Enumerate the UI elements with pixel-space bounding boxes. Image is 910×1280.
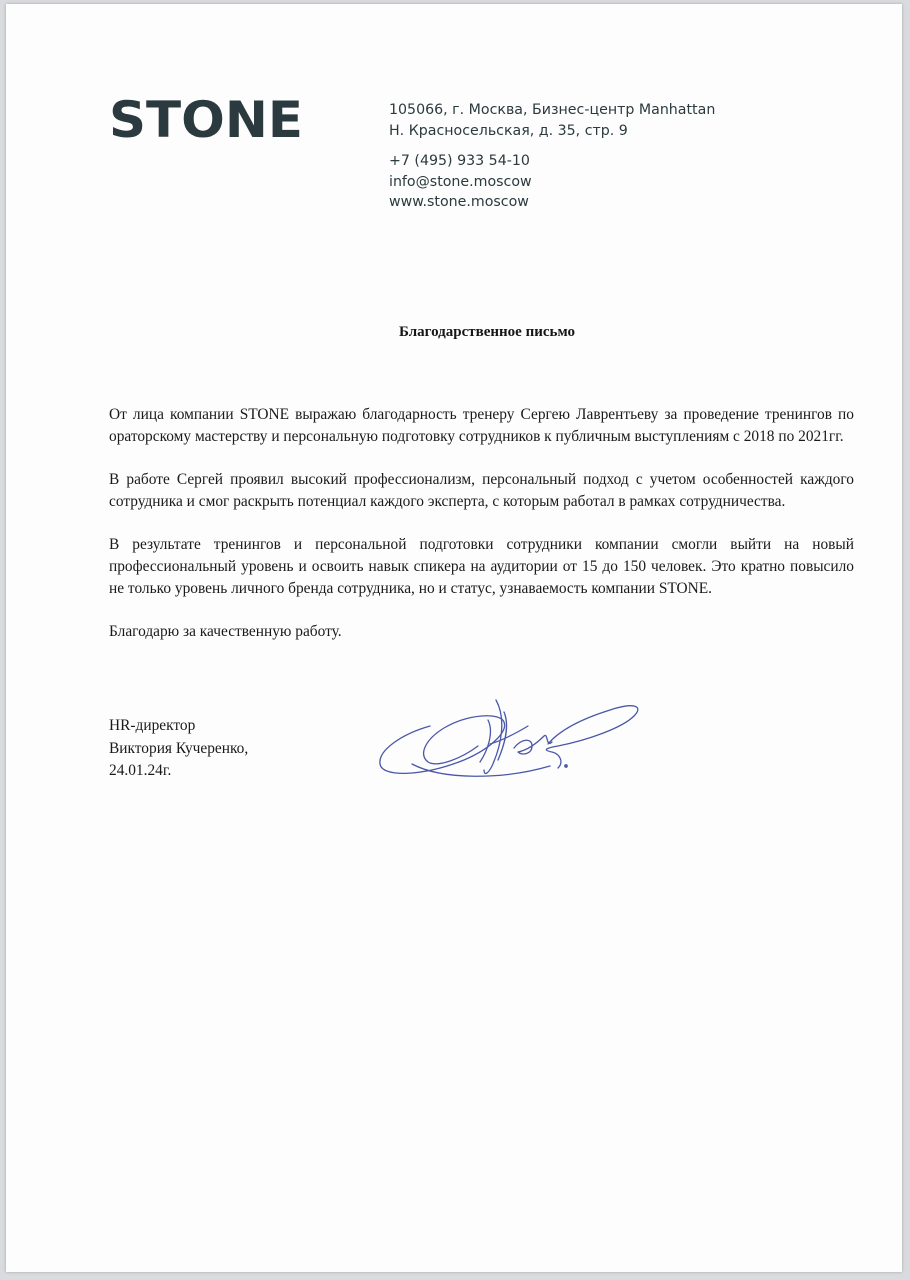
closing-line: Благодарю за качественную работу.: [109, 623, 342, 640]
signatory-position: HR-директор: [109, 717, 196, 734]
signatory-block: [109, 715, 248, 783]
logo-wordmark: STONE: [109, 91, 303, 148]
letter-title: Благодарственное письмо: [399, 324, 575, 340]
signatory-name: Виктория Кучеренко,: [109, 739, 249, 757]
letter-date: 24.01.24г.: [109, 762, 172, 779]
paragraph-2: В работе Сергей проявил высокий профессионализм, персональный подход с учетом особенностей каждого сотрудника и смог раскрыть потенциал каждого эксперта, с которым работал в рамках сотрудничества.: [109, 471, 854, 510]
email-address: info@stone.moscow: [389, 173, 532, 190]
phone-number: +7 (495) 933 54-10: [389, 153, 530, 169]
website-address: www.stone.moscow: [389, 194, 529, 210]
address-line-2: Н. Красносельская, д. 35, стр. 9: [389, 122, 628, 139]
handwritten-signature-icon: [372, 692, 642, 784]
paragraph-1: От лица компании STONE выражаю благодарность тренеру Сергею Лаврентьеву за проведение тренингов по ораторскому мастерству и персональную подготовку сотрудников к публичным выступлениям с 2018 по 2021гг.: [109, 406, 854, 445]
company-contacts: [389, 100, 715, 213]
letter-page: [6, 4, 902, 1272]
paragraph-3: В результате тренингов и персональной подготовки сотрудники компании смогли выйти на новый профессиональный уровень и освоить навык спикера на аудитории от 15 до 150 человек. Это кратно повысило не только уровень личного бренда сотрудника, но и статус, узнаваемость компании STONE.: [109, 536, 854, 597]
address-line-1: 105066, г. Москва, Бизнес-центр Manhattan: [389, 102, 716, 118]
stone-logo: [109, 84, 309, 148]
letter-body: [109, 404, 854, 664]
